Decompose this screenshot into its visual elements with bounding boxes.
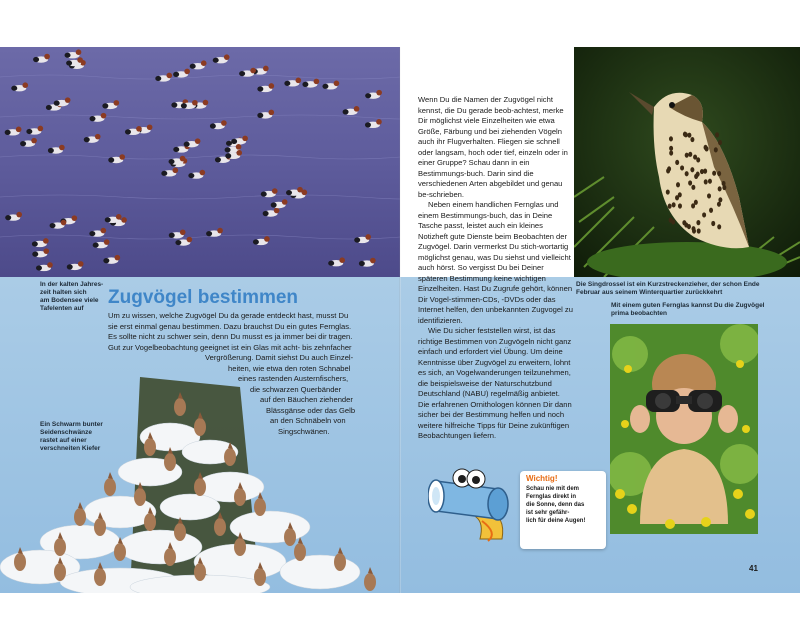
waxwing [334,553,346,571]
text-line: Vergrößerung. Damit siehst Du auch Einzel- [205,353,354,362]
caption-line: Mit einem guten Fernglas kannst Du die Zugvögel [611,302,765,309]
caption-line: am Bodensee viele [40,297,99,304]
caption-line: Ein Schwarm bunter [40,421,103,428]
waxwing [114,543,126,561]
text-line: Es sollte nicht zu schwer sein, denn Du musst es ja immer bei dir tragen. [108,332,353,341]
waxwing [164,453,176,471]
text-line: eines rastenden Austernfischers, [238,374,349,383]
waxwing [54,538,66,556]
text-line: Um zu wissen, welche Zugvögel Du da gerade entdeckt hast, musst Du [108,311,349,320]
tip-line: lich für deine Augen! [526,518,586,524]
waxwing [174,523,186,541]
waxwing [134,488,146,506]
right-body-text [418,95,573,442]
text-line: an den Schnäbeln von [270,416,346,425]
gutter [399,47,401,593]
waxwing [164,548,176,566]
text-line: Gut zur Vogelbeobachtung geeignet ist ein Glas mit acht- bis zehnfacher [108,342,352,352]
waxwing [194,418,206,436]
tip-line: Schau nie mit dem [526,486,580,492]
paragraph: Neben einem handlichen Fernglas und einem Bestimmungs-buch, das in Deine Tasche passt, leistet auch ein kleines Notizheft gute Dienste beim Beobachten der Zugvögel. Darin vermerkst Du stich-wortartig möglichst genau, was Du siehst und vielleicht auch hörst. So vergisst Du bei Deiner späteren Bestimmung keine wichtigen Einzelheiten. Hast Du Zugrufe gehört, können Dir Vogel-stimmen-CDs, -DVDs oder das Internet helfen, den unbekannten Zugvogel zu identifizieren. [418,200,573,325]
tip-text [526,485,604,525]
lake-photo [0,47,400,277]
caption-line: verschneiten Kiefer [40,445,101,452]
tip-title: Wichtig! [526,474,558,483]
waxwing [194,478,206,496]
lake-caption [40,281,103,313]
waxwing [74,508,86,526]
paragraph: Wenn Du die Namen der Zugvögel nicht kennst, die Du gerade beob-achtest, merke Dir möglichst viele Einzelheiten wie etwa Größe, Färbung und bei ziehenden Vögeln auch ihr Flugverhalten. Fliegen sie schnell oder langsam, hoch oder tief, einzeln oder in einer Gruppe? Schau dann in ein Bestimmungs-buch. Darin sind die verschiedenen Arten abgebildet und genau be-schrieben. [418,95,568,199]
waxwing [104,478,116,496]
boy-caption [611,302,765,318]
text-line: die schwarzen Querbänder [250,384,342,394]
boy-binoculars-photo [610,324,758,534]
paragraph: Wie Du sicher feststellen wirst, ist das richtige Bestimmen von Zugvögeln nicht ganz einfach und erfordert viel Übung. Um deine Kenntnisse über Zugvögel zu erweitern, lohnt es sich, an Vogelwanderungen teilzunehmen, die beispielsweise der Naturschutzbund Deutschland (NABU) regelmäßig anbietet. Die erfahrenen Ornithologen können Dir dann sicher bei der Bestimmung helfen und noch weitere hilfreiche Tipps für Deine zukünftigen Beobachtungen liefern. [418,326,572,440]
tip-box [520,471,606,549]
waxwing [194,563,206,581]
tip-line: die Sonne, denn das [526,502,585,508]
page-title: Zugvögel bestimmen [108,287,299,308]
binoculars-icon [428,461,524,543]
caption-line: Tafelenten auf [40,305,84,312]
caption-line: prima beobachten [611,310,667,317]
text-line: Singschwänen. [278,426,330,436]
waxwing [144,513,156,531]
waxwing [94,518,106,536]
waxwing [234,488,246,506]
text-line: heiten, wie etwa den roten Schnabel [228,363,351,373]
text-line: auf den Bäuchen ziehender [260,395,353,404]
caption-line: Seidenschwänze [40,429,93,436]
waxwing [364,573,376,591]
waxwing-tree-photo [0,347,400,593]
tip-line: ist sehr gefähr- [526,510,570,516]
waxwing [174,398,186,416]
book-spread [0,47,800,593]
song-thrush-photo [574,47,800,277]
caption-line: rastet auf einer [40,437,87,444]
waxwing [254,568,266,586]
waxwing [214,518,226,536]
text-line: sie erst einmal genau bestimmen. Dazu brauchst Du ein gutes Fernglas. [108,321,352,331]
thrush-caption [576,281,800,297]
waxwing [294,543,306,561]
caption-line: Februar aus seinem Winterquartier zurückkehrt [576,289,723,296]
waxwing [14,553,26,571]
waxwing [54,563,66,581]
waxwing [94,568,106,586]
text-line: Blässgänse oder das Gelb [266,405,356,415]
waxwing [144,438,156,456]
waxwing [234,538,246,556]
caption-line: In der kalten Jahres- [40,281,104,288]
tip-line: Fernglas direkt in [526,494,577,500]
caption-line: Die Singdrossel ist ein Kurzstreckenzieher, der schon Ende [576,281,760,288]
waxwing [254,498,266,516]
waxwing [284,528,296,546]
page-number: 41 [749,564,758,573]
caption-line: zeit halten sich [40,289,87,296]
waxwing [224,448,236,466]
